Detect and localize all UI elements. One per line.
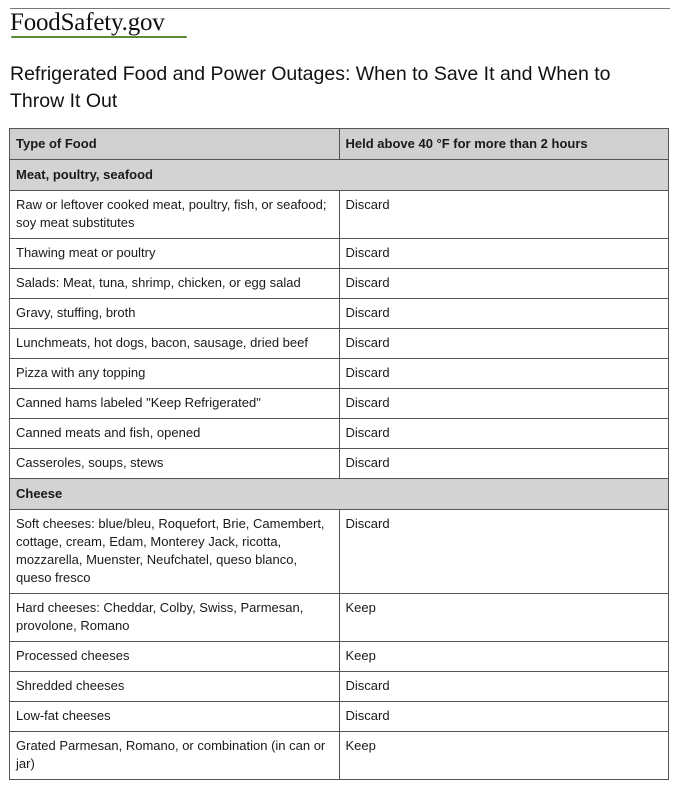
column-header-held-above: Held above 40 °F for more than 2 hours: [339, 129, 669, 160]
food-type-cell: Canned hams labeled "Keep Refrigerated": [10, 389, 340, 419]
table-row: [10, 510, 669, 594]
section-row: [10, 479, 669, 510]
column-header-type-of-food: Type of Food: [10, 129, 340, 160]
action-cell: Keep: [339, 642, 669, 672]
page-title: Refrigerated Food and Power Outages: When to Save It and When to Throw It Out: [10, 63, 611, 112]
action-cell: Discard: [339, 359, 669, 389]
table-row: [10, 191, 669, 239]
table-row: [10, 419, 669, 449]
table-row: [10, 329, 669, 359]
table-row: [10, 732, 669, 780]
table-row: [10, 389, 669, 419]
table-row: [10, 594, 669, 642]
table-row: [10, 449, 669, 479]
food-type-cell: Soft cheeses: blue/bleu, Roquefort, Brie, Camembert, cottage, cream, Edam, Monterey Jack, ricotta, mozzarella, Muenster, Neufchatel, queso blanco, queso fresco: [10, 510, 340, 594]
section-row: [10, 160, 669, 191]
section-heading: Meat, poultry, seafood: [10, 160, 669, 191]
action-cell: Discard: [339, 269, 669, 299]
food-type-cell: Low-fat cheeses: [10, 702, 340, 732]
food-safety-table: [9, 128, 669, 780]
action-cell: Discard: [339, 510, 669, 594]
food-type-cell: Canned meats and fish, opened: [10, 419, 340, 449]
action-cell: Discard: [339, 191, 669, 239]
site-logo[interactable]: FoodSafety.gov: [10, 9, 165, 36]
action-cell: Discard: [339, 389, 669, 419]
table-header-row: [10, 129, 669, 160]
table-row: [10, 702, 669, 732]
section-heading: Cheese: [10, 479, 669, 510]
action-cell: Keep: [339, 594, 669, 642]
table-row: [10, 269, 669, 299]
food-type-cell: Raw or leftover cooked meat, poultry, fish, or seafood; soy meat substitutes: [10, 191, 340, 239]
action-cell: Discard: [339, 239, 669, 269]
action-cell: Discard: [339, 672, 669, 702]
food-type-cell: Lunchmeats, hot dogs, bacon, sausage, dried beef: [10, 329, 340, 359]
logo-underline: [11, 36, 187, 38]
action-cell: Keep: [339, 732, 669, 780]
table-row: [10, 239, 669, 269]
food-type-cell: Hard cheeses: Cheddar, Colby, Swiss, Parmesan, provolone, Romano: [10, 594, 340, 642]
action-cell: Discard: [339, 299, 669, 329]
table-row: [10, 299, 669, 329]
action-cell: Discard: [339, 419, 669, 449]
food-type-cell: Casseroles, soups, stews: [10, 449, 340, 479]
action-cell: Discard: [339, 329, 669, 359]
action-cell: Discard: [339, 702, 669, 732]
food-type-cell: Salads: Meat, tuna, shrimp, chicken, or egg salad: [10, 269, 340, 299]
food-type-cell: Shredded cheeses: [10, 672, 340, 702]
food-type-cell: Thawing meat or poultry: [10, 239, 340, 269]
food-type-cell: Processed cheeses: [10, 642, 340, 672]
food-type-cell: Grated Parmesan, Romano, or combination (in can or jar): [10, 732, 340, 780]
table-row: [10, 672, 669, 702]
table-row: [10, 642, 669, 672]
action-cell: Discard: [339, 449, 669, 479]
food-type-cell: Gravy, stuffing, broth: [10, 299, 340, 329]
table-row: [10, 359, 669, 389]
food-type-cell: Pizza with any topping: [10, 359, 340, 389]
table-body: [10, 160, 669, 780]
